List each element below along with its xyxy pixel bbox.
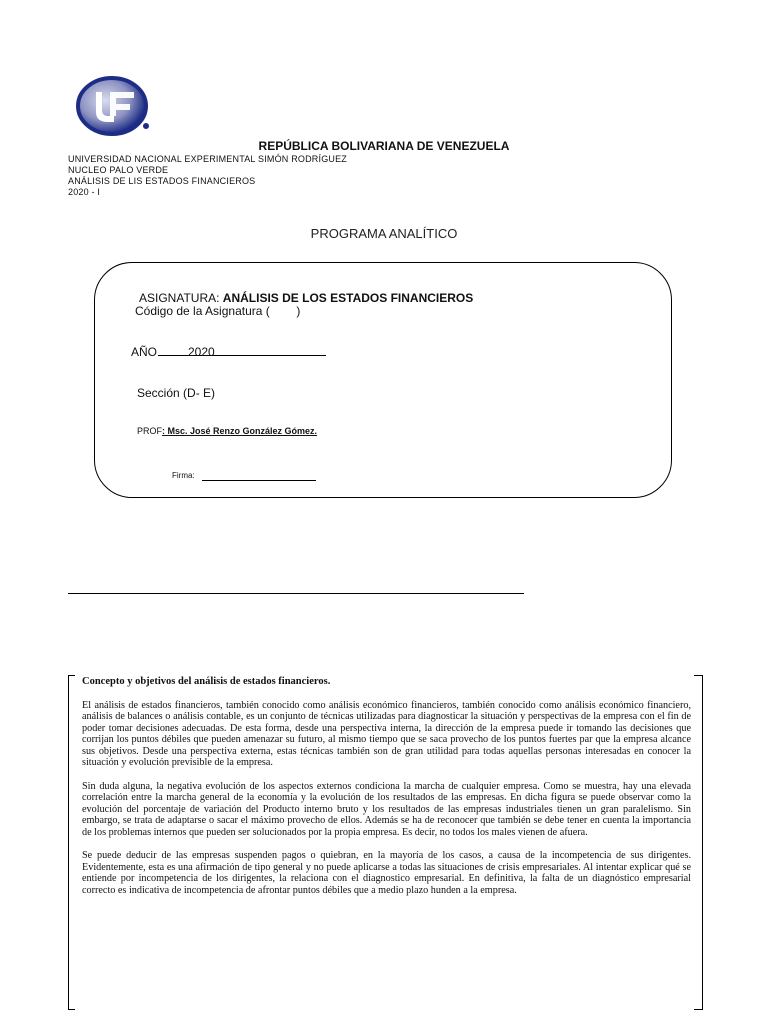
university-logo (74, 72, 154, 138)
university-name: UNIVERSIDAD NACIONAL EXPERIMENTAL SIMÓN RODRÍGUEZ (68, 154, 348, 164)
course-line: ANÁLISIS DE LIS ESTADOS FINANCIEROS (68, 176, 256, 186)
nucleo-name: NUCLEO PALO VERDE (68, 165, 169, 175)
paragraph-2: Sin duda alguna, la negativa evolución de los aspectos externos condiciona la marcha de cualquier empresa. Como se muestra, hay una elevada correlación entre la marcha general de la economía y la evolución de los resultados de las empresas. En dicha figura se puede observar como la evolución del porcentaje de variación del Producto interno bruto y los resultados de las empresas industriales tienen un gran paralelismo. Sin embargo, se trata de adaptarse o sacar el máximo provecho de ellos. Además se ha de reconocer que también se debe tener en cuenta la importancia de los problemas internos que pueden ser solucionados por la propia empresa. Es decir, no todos los males vienen de afuera. (82, 780, 691, 838)
separator-line (68, 593, 524, 594)
paragraph-1: El análisis de estados financieros, también conocido como análisis económico financieros, también conocido como análisis económico financiero, análisis de balances o análisis contable, es un conjunto de técnicas utilizadas para diagnosticar la situación y perspectivas de la empresa con el fin de poder tomar decisiones adecuadas. De esta forma, desde una perspectiva interna, la dirección de la empresa puede ir tomando las decisiones que corrijan los puntos débiles que pueden amenazar su futuro, al mismo tiempo que se saca provecho de los puntos fuertes par que la empresa alcance sus objetivos. Desde una perspectiva externa, estas técnicas también son de gran utilidad para todas aquellas personas interesadas en conocer la situación y evolución previsible de la empresa. (82, 699, 691, 768)
content-heading: Concepto y objetivos del análisis de estados financieros. (82, 676, 331, 687)
seccion: Sección (D- E) (137, 386, 216, 400)
professor-row (137, 426, 317, 436)
asignatura-row (139, 291, 473, 305)
anio-value: 2020 (188, 345, 215, 359)
anio-underline (158, 355, 326, 356)
republic-heading: REPÚBLICA BOLIVARIANA DE VENEZUELA (258, 139, 510, 153)
left-bracket (68, 675, 75, 1010)
prof-label: PROF (137, 426, 163, 436)
prof-name: : Msc. José Renzo González Gómez. (162, 426, 318, 436)
asignatura-value: ANÁLISIS DE LOS ESTADOS FINANCIEROS (222, 291, 474, 305)
firma-label: Firma: (172, 471, 195, 480)
paragraph-3: Se puede deducir de las empresas suspenden pagos o quiebran, en la mayoría de los casos, a causa de la incompetencia de sus dirigentes. Evidentemente, esta es una afirmación de tipo general y no puede aplicarse a todas las situaciones de crisis empresariales. Al intentar explicar qué se entiende por incompetencia de los dirigentes, la relaciona con el diagnostico empresarial. En definitiva, la falta de un diagnóstico empresarial correcto es indicativa de incompetencia de afrontar puntos débiles que a medio plazo hunden a la empresa. (82, 850, 691, 896)
codigo-asignatura: Código de la Asignatura ( ) (135, 304, 301, 318)
anio-label: AÑO (131, 345, 158, 359)
firma-line (202, 480, 316, 481)
asignatura-label: ASIGNATURA: (139, 291, 223, 305)
right-bracket (694, 675, 703, 1010)
program-title: PROGRAMA ANALÍTICO (310, 226, 458, 241)
content-section (82, 676, 691, 908)
period: 2020 - I (68, 187, 101, 197)
